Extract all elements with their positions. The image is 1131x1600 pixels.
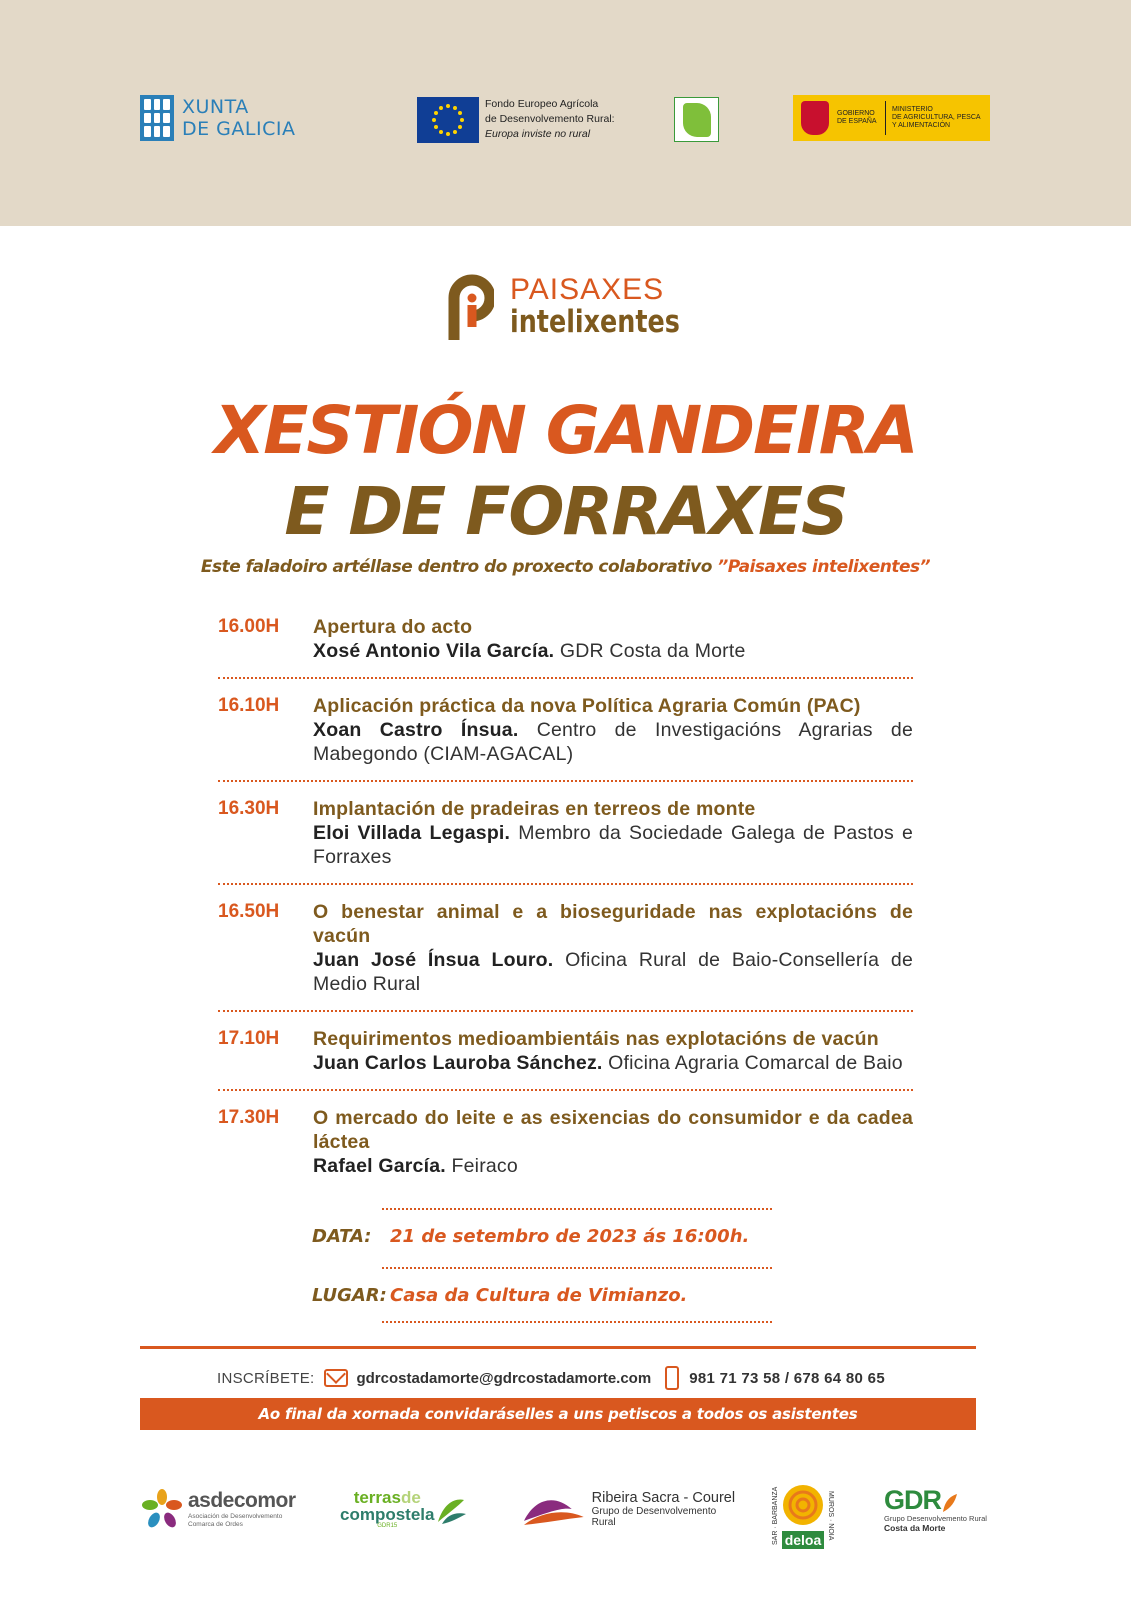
gob-right1: MINISTERIO (892, 106, 933, 113)
subtitle-highlight: ”Paisaxes intelixentes” (717, 557, 931, 577)
program-speaker: Juan Carlos Lauroba Sánchez. (313, 1052, 603, 1074)
place-value: Casa da Cultura de Vimianzo. (390, 1285, 688, 1306)
subtitle-text: Este faladoiro artéllase dentro do proxecto colaborativo (200, 557, 712, 577)
paisaxes-p-icon (448, 274, 494, 340)
gobierno-logo (793, 95, 990, 141)
eu-flag-icon (417, 97, 479, 143)
program-topic: Requirimentos medioambientáis nas explotacións de vacún (313, 1028, 879, 1050)
ribeira-name: Ribeira Sacra - Courel (591, 1490, 736, 1506)
program-topic: O mercado do leite e as esixencias do consumidor e da cadea láctea (313, 1107, 913, 1153)
xunta-line1: XUNTA (182, 96, 249, 118)
register-label: INSCRÍBETE: (217, 1369, 315, 1387)
terras-line2: compostela (340, 1505, 435, 1524)
gdr-sub2: Costa da Morte (884, 1522, 946, 1533)
feader-logo (417, 97, 627, 143)
contact-row (217, 1364, 977, 1392)
program-list (218, 612, 913, 1204)
program-affiliation: Oficina Rural de Baio-Consellería de Medio Rural (313, 949, 913, 995)
ribeira-hills-icon (522, 1489, 586, 1529)
date-label: DATA: (312, 1226, 372, 1247)
program-speaker: Xoan Castro Ínsua. (313, 719, 519, 741)
terras-sub: GDR15 (377, 1523, 398, 1529)
contact-email[interactable]: gdrcostadamorte@gdrcostadamorte.com (356, 1369, 652, 1387)
ribeira-sacra-logo (522, 1476, 742, 1542)
leader-leaf-icon (683, 103, 711, 137)
program-time: 17.10H (218, 1028, 280, 1049)
gdr-costa-da-morte-logo (884, 1476, 994, 1542)
program-time: 16.30H (218, 798, 280, 819)
brand-line2: intelixentes (510, 304, 680, 340)
feader-line1: Fondo Europeo Agrícola (485, 98, 599, 110)
title-line2: E DE FORRAXES (284, 473, 847, 550)
deloa-name: deloa (782, 1531, 825, 1549)
program-time: 17.30H (218, 1107, 280, 1128)
ribeira-sub: Grupo de Desenvolvemento Rural (591, 1506, 717, 1528)
refreshments-banner: Ao final da xornada convidaráselles a uns petiscos a todos os asistentes (140, 1398, 976, 1430)
program-topic: Apertura do acto (313, 616, 473, 638)
program-affiliation: Feiraco (451, 1155, 518, 1177)
contact-phones[interactable]: 981 71 73 58 / 678 64 80 65 (689, 1369, 885, 1387)
program-topic: Implantación de pradeiras en terreos de monte (313, 798, 756, 820)
gob-left2: DE ESPAÑA (837, 118, 877, 125)
gdr-sub1: Grupo Desenvolvemento Rural (884, 1513, 987, 1523)
program-time: 16.00H (218, 616, 280, 637)
asdecomor-flower-icon (142, 1489, 182, 1529)
program-item (218, 1103, 913, 1192)
feader-line3: Europa inviste no rural (485, 128, 591, 140)
program-topic: O benestar animal e a bioseguridade nas explotacións de vacún (313, 901, 913, 947)
deloa-logo (772, 1480, 842, 1552)
program-speaker: Rafael García. (313, 1155, 446, 1177)
dotted-divider (382, 1208, 772, 1210)
deloa-sun-icon (781, 1483, 825, 1527)
footer-rule (140, 1346, 976, 1349)
program-time: 16.10H (218, 695, 280, 716)
feader-line2: de Desenvolvemento Rural: (485, 113, 615, 125)
mail-icon (324, 1369, 348, 1387)
gdr-name: GDR (884, 1484, 941, 1515)
asdecomor-logo (142, 1476, 302, 1542)
program-affiliation: Oficina Agraria Comarcal de Baio (608, 1052, 903, 1074)
asdecomor-sub1: Asociación de Desenvolvemento (188, 1513, 283, 1520)
deloa-side2: MUROS · NOIA (827, 1491, 834, 1541)
program-affiliation: Centro de Investigacións Agrarias de Mabegondo (CIAM-AGACAL) (313, 719, 914, 765)
program-time: 16.50H (218, 901, 280, 922)
xunta-cross-icon (140, 95, 174, 141)
program-item (218, 612, 913, 679)
gob-divider (885, 101, 886, 135)
place-label: LUGAR: (312, 1285, 387, 1306)
gdr-leaf-icon (941, 1492, 959, 1514)
gob-right2: DE AGRICULTURA, PESCA (892, 114, 981, 121)
dotted-divider (382, 1267, 772, 1269)
program-topic: Aplicación práctica da nova Política Agraria Común (PAC) (313, 695, 861, 717)
xunta-logo (140, 94, 310, 142)
program-affiliation: Membro da Sociedade Galega de Pastos e Forraxes (313, 822, 914, 868)
asdecomor-sub2: Comarca de Ordes (188, 1521, 243, 1528)
spain-coat-of-arms-icon (801, 101, 829, 135)
phone-icon (665, 1366, 679, 1390)
gob-left1: GOBIERNO (837, 110, 875, 117)
program-speaker: Juan José Ínsua Louro. (313, 949, 554, 971)
program-item (218, 691, 913, 782)
terras-de-compostela-logo (340, 1476, 480, 1542)
subtitle (0, 557, 1131, 577)
terras-sprout-icon (434, 1492, 468, 1526)
dotted-divider (382, 1321, 772, 1323)
brand-line1: PAISAXES (510, 273, 665, 306)
terras-line1b: de (400, 1488, 421, 1507)
program-item (218, 897, 913, 1012)
date-value: 21 de setembro de 2023 ás 16:00h. (390, 1226, 750, 1247)
xunta-line2: DE GALICIA (182, 118, 296, 140)
program-affiliation: GDR Costa da Morte (559, 640, 746, 662)
gob-right3: Y ALIMENTACIÓN (892, 122, 951, 129)
program-speaker: Eloi Villada Legaspi. (313, 822, 511, 844)
deloa-side1: SAR · BARBANZA (772, 1486, 779, 1546)
leader-logo (674, 97, 719, 142)
paisaxes-logo (448, 274, 688, 344)
title-line1: XESTIÓN GANDEIRA (214, 392, 917, 469)
asdecomor-name: asdecomor (188, 1489, 296, 1512)
program-item (218, 794, 913, 885)
terras-line1a: terras (353, 1488, 401, 1507)
program-item (218, 1024, 913, 1091)
program-speaker: Xosé Antonio Vila García. (313, 640, 555, 662)
